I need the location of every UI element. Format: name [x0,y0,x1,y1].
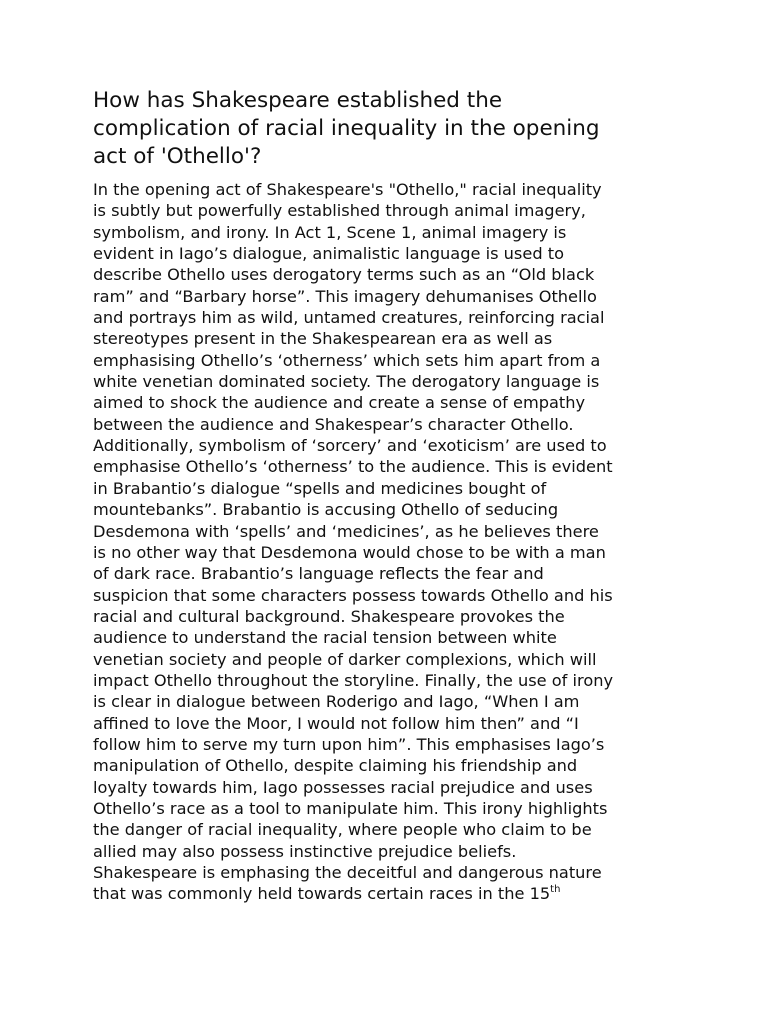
essay-title [93,87,693,171]
body-line: stereotypes present in the Shakespearean era as well as [93,329,553,349]
body-line: symbolism, and irony. In Act 1, Scene 1, animal imagery is [93,222,567,242]
body-line: allied may also possess instinctive prejudice beliefs. [93,841,517,861]
body-line: Desdemona with ‘spells’ and ‘medicines’, as he believes there [93,521,599,541]
body-line: in Brabantio’s dialogue “spells and medicines bought of [93,478,547,498]
body-line: audience to understand the racial tension between white [93,628,557,648]
body-line: Shakespeare is emphasing the deceitful and dangerous nature [93,863,602,882]
title-line: act of 'Othello'? [93,144,262,169]
body-line: manipulation of Othello, despite claiming his friendship and [93,756,578,776]
title-line: How has Shakespeare established the [93,88,503,113]
body-line: venetian society and people of darker complexions, which will [93,649,597,669]
body-line: loyalty towards him, Iago possesses racial prejudice and uses [93,777,593,797]
body-line: of dark race. Brabantio’s language reflects the fear and [93,564,544,584]
body-line: white venetian dominated society. The derogatory language is [93,372,600,392]
body-line: Othello’s race as a tool to manipulate him. This irony highlights [93,798,608,818]
essay-body [93,179,693,905]
body-line: follow him to serve my turn upon him”. This emphasises Iago’s [93,734,605,754]
body-line: mountebanks”. Brabantio is accusing Othello of seducing [93,500,559,520]
body-line: suspicion that some characters possess towards Othello and his [93,585,613,605]
body-line: evident in Iago’s dialogue, animalistic language is used to [93,244,564,264]
body-line: racial and cultural background. Shakespeare provokes the [93,606,565,626]
body-line: describe Othello uses derogatory terms such as an “Old black [93,265,595,285]
title-line: complication of racial inequality in the opening [93,116,600,141]
body-line: emphasising Othello’s ‘otherness’ which sets him apart from a [93,350,601,370]
ordinal-superscript: th [550,884,561,896]
body-line: emphasise Othello’s ‘otherness’ to the audience. This is evident [93,457,613,477]
body-line: is subtly but powerfully established through animal imagery, [93,201,586,221]
body-line: is clear in dialogue between Roderigo and Iago, “When I am [93,692,580,712]
body-line: Additionally, symbolism of ‘sorcery’ and ‘exoticism’ are used to [93,436,607,456]
last-line-text: that was commonly held towards certain races in the 15 [93,884,551,904]
body-line: affined to love the Moor, I would not follow him then” and “I [93,713,579,733]
body-line: is no other way that Desdemona would chose to be with a man [93,542,606,562]
body-line-last [93,883,693,904]
body-line: between the audience and Shakespear’s character Othello. [93,414,574,434]
body-line: In the opening act of Shakespeare's "Othello," racial inequality [93,180,602,199]
body-line: and portrays him as wild, untamed creatures, reinforcing racial [93,308,605,328]
body-line: aimed to shock the audience and create a sense of empathy [93,393,586,413]
body-line: the danger of racial inequality, where people who claim to be [93,820,592,840]
body-line: impact Othello throughout the storyline. Finally, the use of irony [93,670,614,690]
body-line: ram” and “Barbary horse”. This imagery dehumanises Othello [93,286,597,306]
